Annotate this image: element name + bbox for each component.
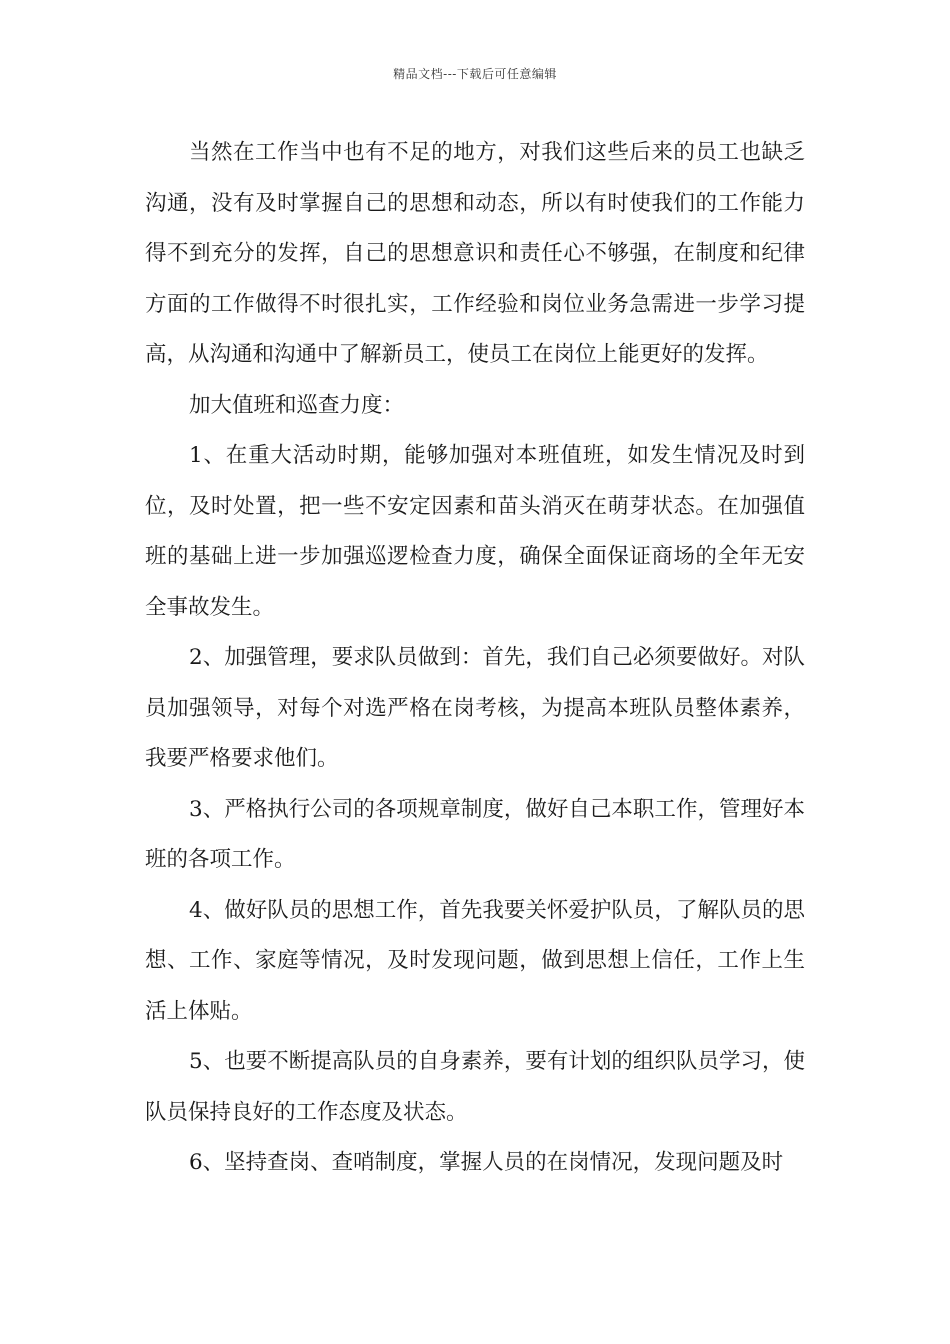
paragraph-section-heading: 加大值班和巡查力度： xyxy=(189,392,405,418)
paragraph-item-1: 1、在重大活动时期，能够加强对本班值班，如发生情况及时到位，及时处置，把一些不安定因素和苗头消灭在萌芽状态。在加强值班的基础上进一步加强巡逻检查力度，确保全面保证商场的全年无安全事故发生。 xyxy=(145,443,805,620)
paragraph-shortcomings: 当然在工作当中也有不足的地方，对我们这些后来的员工也缺乏沟通，没有及时掌握自己的思想和动态，所以有时使我们的工作能力得不到充分的发挥，自己的思想意识和责任心不够强，在制度和纪律方面的工作做得不时很扎实，工作经验和岗位业务急需进一步学习提高，从沟通和沟通中了解新员工，使员工在岗位上能更好的发挥。 xyxy=(145,140,805,367)
paragraph-item-3: 3、严格执行公司的各项规章制度，做好自己本职工作，管理好本班的各项工作。 xyxy=(145,796,805,872)
paragraph-item-6: 6、坚持查岗、查哨制度，掌握人员的在岗情况，发现问题及时 xyxy=(189,1150,784,1175)
paragraph-item-2: 2、加强管理，要求队员做到：首先，我们自己必须要做好。对队员加强领导，对每个对选严格在岗考核，为提高本班队员整体素养，我要严格要求他们。 xyxy=(145,645,805,771)
paragraph-item-4: 4、做好队员的思想工作，首先我要关怀爱护队员，了解队员的思想、工作、家庭等情况，及时发现问题，做到思想上信任，工作上生活上体贴。 xyxy=(145,897,805,1024)
page-header: 精品文档---下载后可任意编辑 xyxy=(393,67,557,81)
paragraph-item-5: 5、也要不断提高队员的自身素养，要有计划的组织队员学习，使队员保持良好的工作态度及状态。 xyxy=(145,1049,805,1125)
document-body xyxy=(145,128,805,1189)
